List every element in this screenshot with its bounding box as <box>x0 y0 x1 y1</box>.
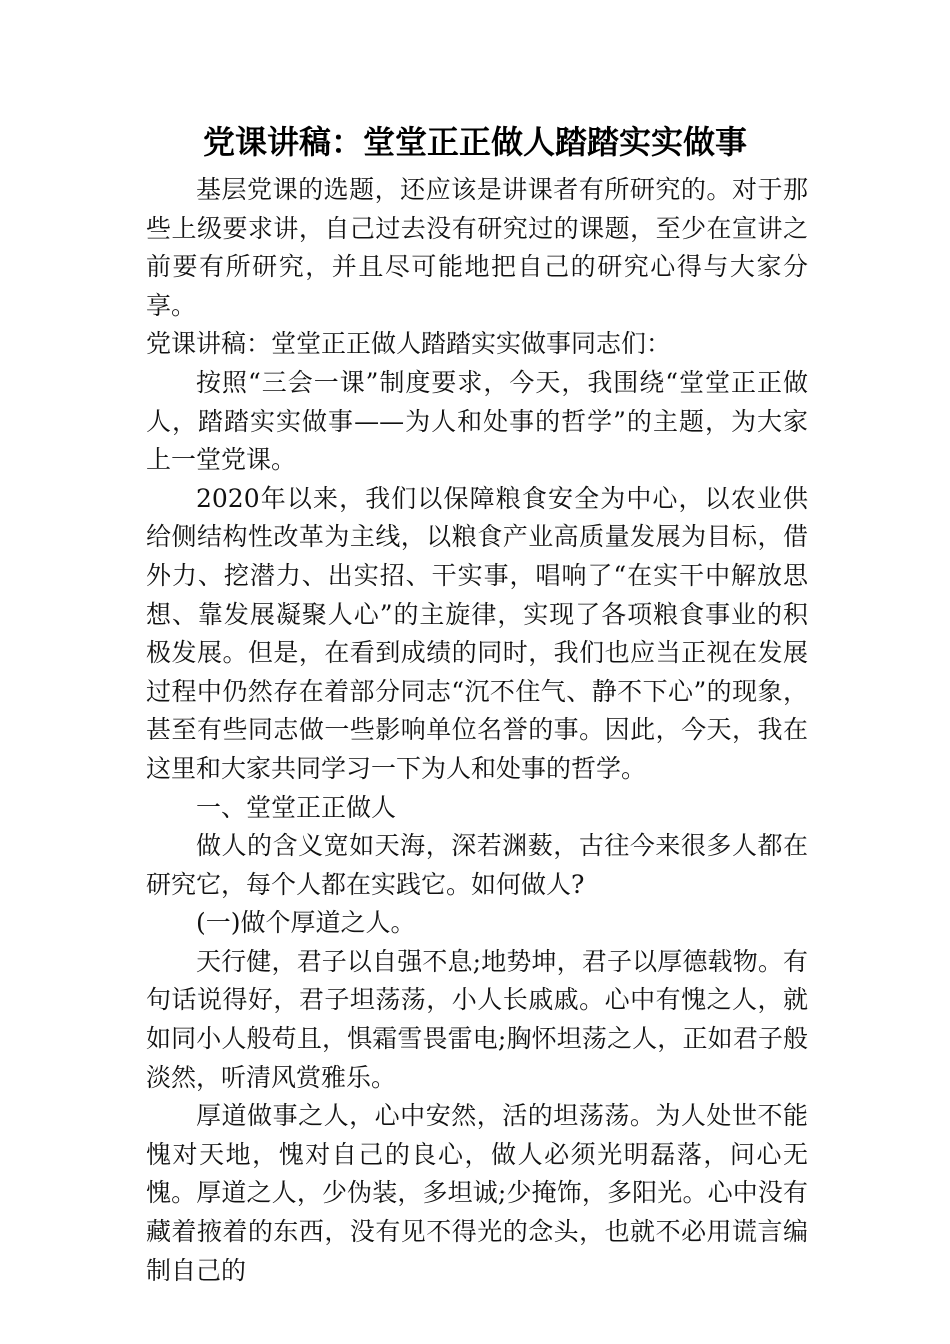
paragraph-section-1-intro: 做人的含义宽如天海，深若渊薮，古往今来很多人都在研究它，每个人都在实践它。如何做人? <box>146 831 808 899</box>
document-body <box>146 171 808 1290</box>
paragraph-opening: 按照“三会一课”制度要求，今天，我围绕“堂堂正正做人，踏踏实实做事——为人和处事的哲学”的主题，为大家上一堂党课。 <box>146 367 808 475</box>
section-heading-1: 一、堂堂正正做人 <box>196 792 397 822</box>
paragraph-intro: 基层党课的选题，还应该是讲课者有所研究的。对于那些上级要求讲，自己过去没有研究过的课题，至少在宣讲之前要有所研究，并且尽可能地把自己的研究心得与大家分享。 <box>146 175 808 320</box>
subsection-heading-1: (一)做个厚道之人。 <box>196 908 416 938</box>
document-title: 党课讲稿：堂堂正正做人踏踏实实做事 <box>202 123 747 161</box>
paragraph-salutation: 党课讲稿：堂堂正正做人踏踏实实做事同志们： <box>146 329 672 359</box>
paragraph-subsection-1b: 厚道做事之人，心中安然，活的坦荡荡。为人处世不能愧对天地，愧对自己的良心，做人必须光明磊落，问心无愧。厚道之人，少伪装，多坦诚;少掩饰，多阳光。心中没有藏着掖着的东西，没有见不得光的念头，也就不必用谎言编制自己的 <box>146 1101 808 1285</box>
paragraph-subsection-1a: 天行健，君子以自强不息;地势坤，君子以厚德载物。有句话说得好，君子坦荡荡，小人长戚戚。心中有愧之人，就如同小人般苟且，惧霜雪畏雷电;胸怀坦荡之人，正如君子般淡然，听清风赏雅乐。 <box>146 946 808 1092</box>
paragraph-background: 2020年以来，我们以保障粮食安全为中心，以农业供给侧结构性改革为主线，以粮食产业高质量发展为目标，借外力、挖潜力、出实招、干实事，唱响了“在实干中解放思想、靠发展凝聚人心”的主旋律，实现了各项粮食事业的积极发展。但是，在看到成绩的同时，我们也应当正视在发展过程中仍然存在着部分同志“沉不住气、静不下心”的现象，甚至有些同志做一些影响单位名誉的事。因此，今天，我在这里和大家共同学习一下为人和处事的哲学。 <box>146 483 808 783</box>
